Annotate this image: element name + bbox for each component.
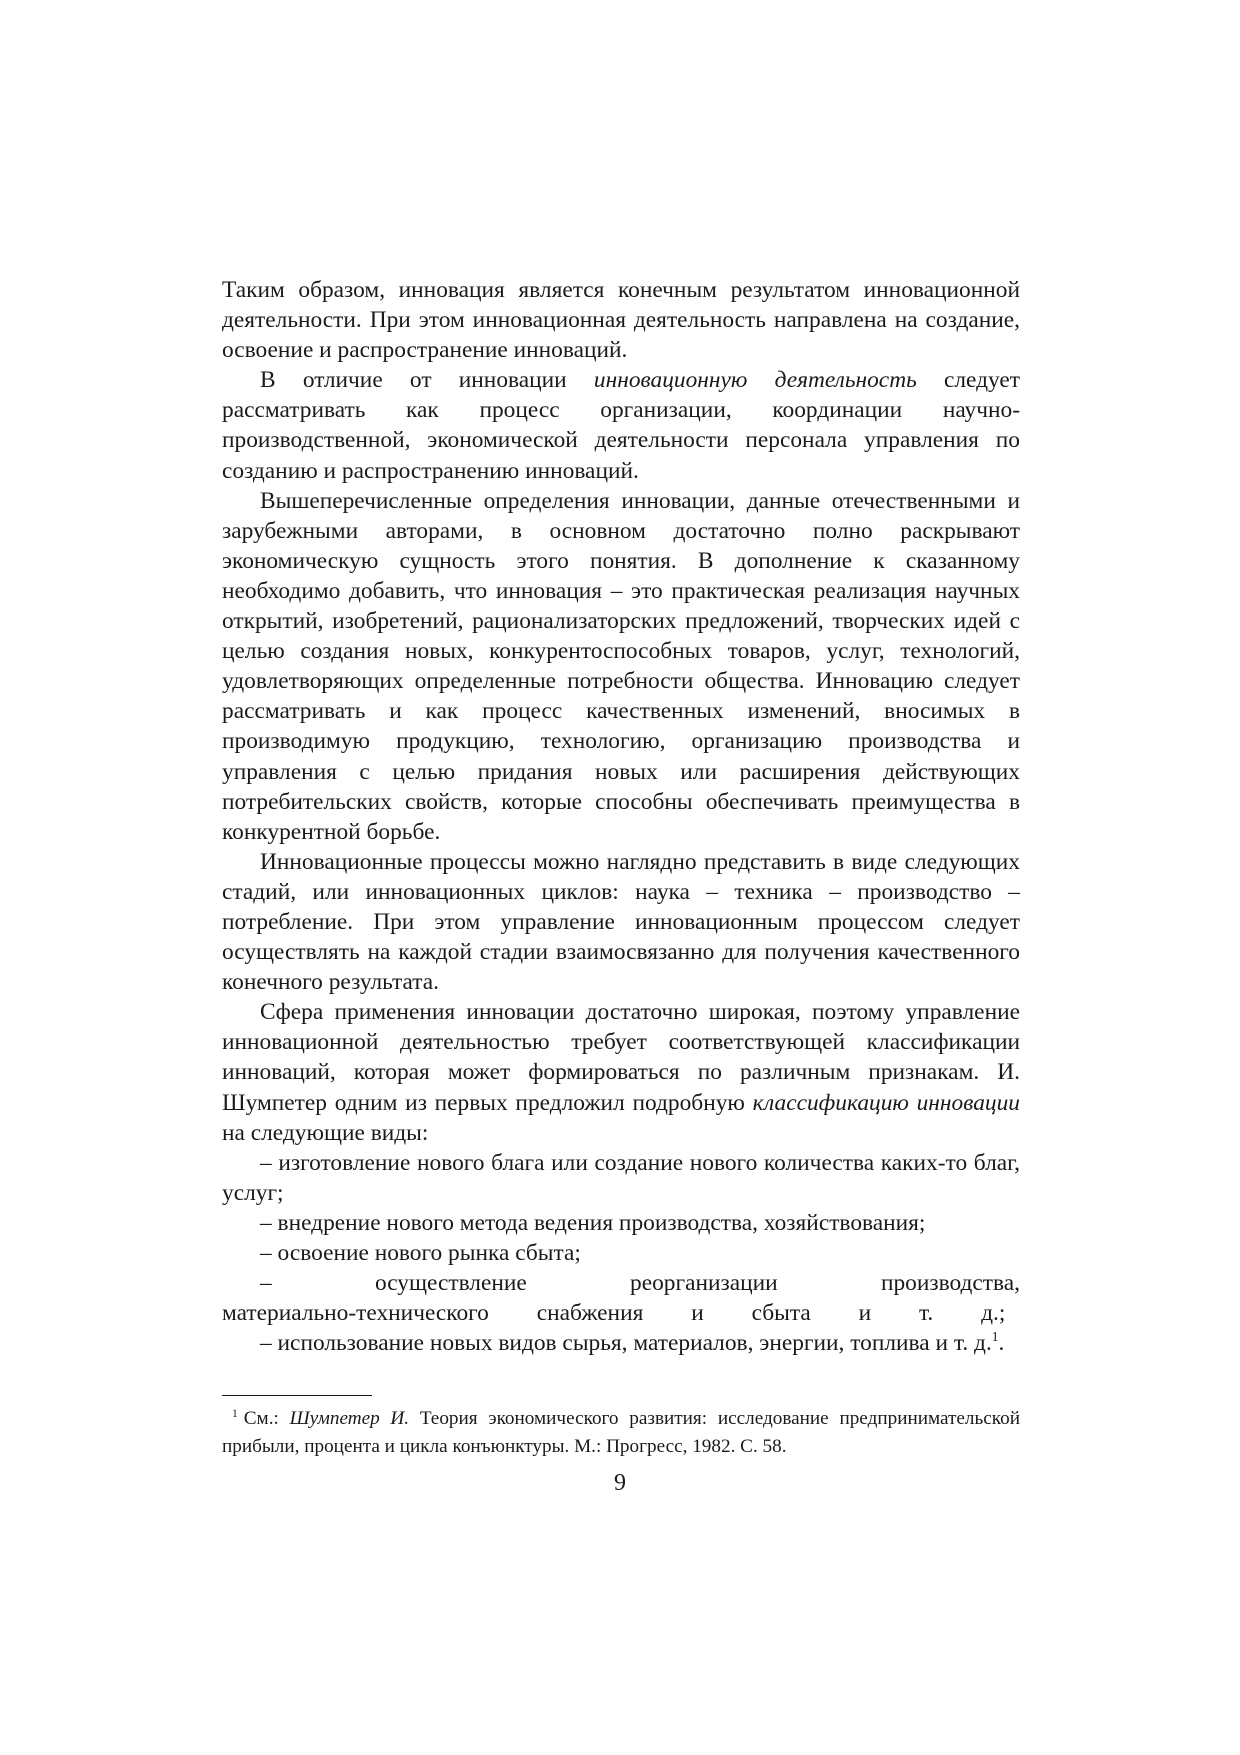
paragraph-5: [222, 997, 1020, 1147]
footnote-prefix: См.:: [243, 1408, 290, 1429]
footnote-author: Шумпетер И.: [289, 1408, 410, 1429]
list-item: – осуществление реорганизации производства, материально-технического снабжения и сбыта и т. д.;: [222, 1270, 1020, 1327]
list-item: – освоение нового рынка сбыта;: [260, 1240, 581, 1266]
paragraph-1: Таким образом, инновация является конечным результатом инновационной деятельности. При этом инновационная деятельность направлена на создание, освоение и распространение инноваций.: [222, 277, 1020, 364]
term-innovation-activity: инновационную деятельность: [593, 367, 917, 394]
footnote-reference[interactable]: 1: [991, 1329, 999, 1345]
list-item: – внедрение нового метода ведения производства, хозяйствования;: [260, 1209, 926, 1236]
term-classification: классификацию инновации: [752, 1089, 1020, 1116]
footnote: [222, 1401, 1020, 1460]
paragraph-5-rest: на следующие виды:: [222, 1119, 429, 1146]
list-item-text: – использование новых видов сырья, материалов, энергии, топлива и т. д.: [260, 1330, 992, 1357]
paragraph-5-lead: Сфера применения инновации достаточно широкая, поэтому управление инновационной деятельностью требует соответствующей классификации инноваций, которая может формироваться по различным признакам. И. Шумпетер одним из первых предложил подробную: [222, 999, 1020, 1116]
paragraph-4: Инновационные процессы можно наглядно представить в виде следующих стадий, или инновационных циклов: наука – техника – производство – потребление. При этом управление инновационным процессом следует осуществлять на каждой стадии взаимосвязанно для получения качественного конечного результата.: [222, 848, 1020, 996]
page-number: 9: [614, 1470, 626, 1496]
footnote-text: Теория экономического развития: исследование предпринимательской прибыли, процента и цикла конъюнктуры. М.: Прогресс, 1982. С. 58.: [222, 1408, 1020, 1457]
main-text: [222, 275, 1020, 1358]
footnote-divider: [222, 1395, 372, 1396]
list-item: – изготовление нового блага или создание нового количества каких-то благ, услуг;: [222, 1149, 1020, 1206]
paragraph-2-rest: следует рассматривать как процесс организации, координации научно-производственной, экономической деятельности персонала управления по созданию и распространению инноваций.: [222, 367, 1020, 484]
footnote-number: 1: [232, 1408, 238, 1420]
list-item-with-footnote-ref: [222, 1328, 1020, 1358]
paragraph-2: [222, 365, 1020, 485]
paragraph-3: Вышеперечисленные определения инновации, данные отечественными и зарубежными авторами, в основном достаточно полно раскрывают экономическую сущность этого понятия. В дополнение к сказанному необходимо добавить, что инновация – это практическая реализация научных открытий, изобретений, рационализаторских предложений, творческих идей с целью создания новых, конкурентоспособных товаров, услуг, технологий, удовлетворяющих определенные потребности общества. Инновацию следует рассматривать и как процесс качественных изменений, вносимых в производимую продукцию, технологию, организацию производства и управления с целью придания новых или расширения действующих потребительских свойств, которые способны обеспечивать преимущества в конкурентной борьбе.: [222, 487, 1020, 845]
paragraph-2-lead: В отличие от инновации: [260, 367, 594, 394]
list-item-end: .: [998, 1330, 1005, 1357]
